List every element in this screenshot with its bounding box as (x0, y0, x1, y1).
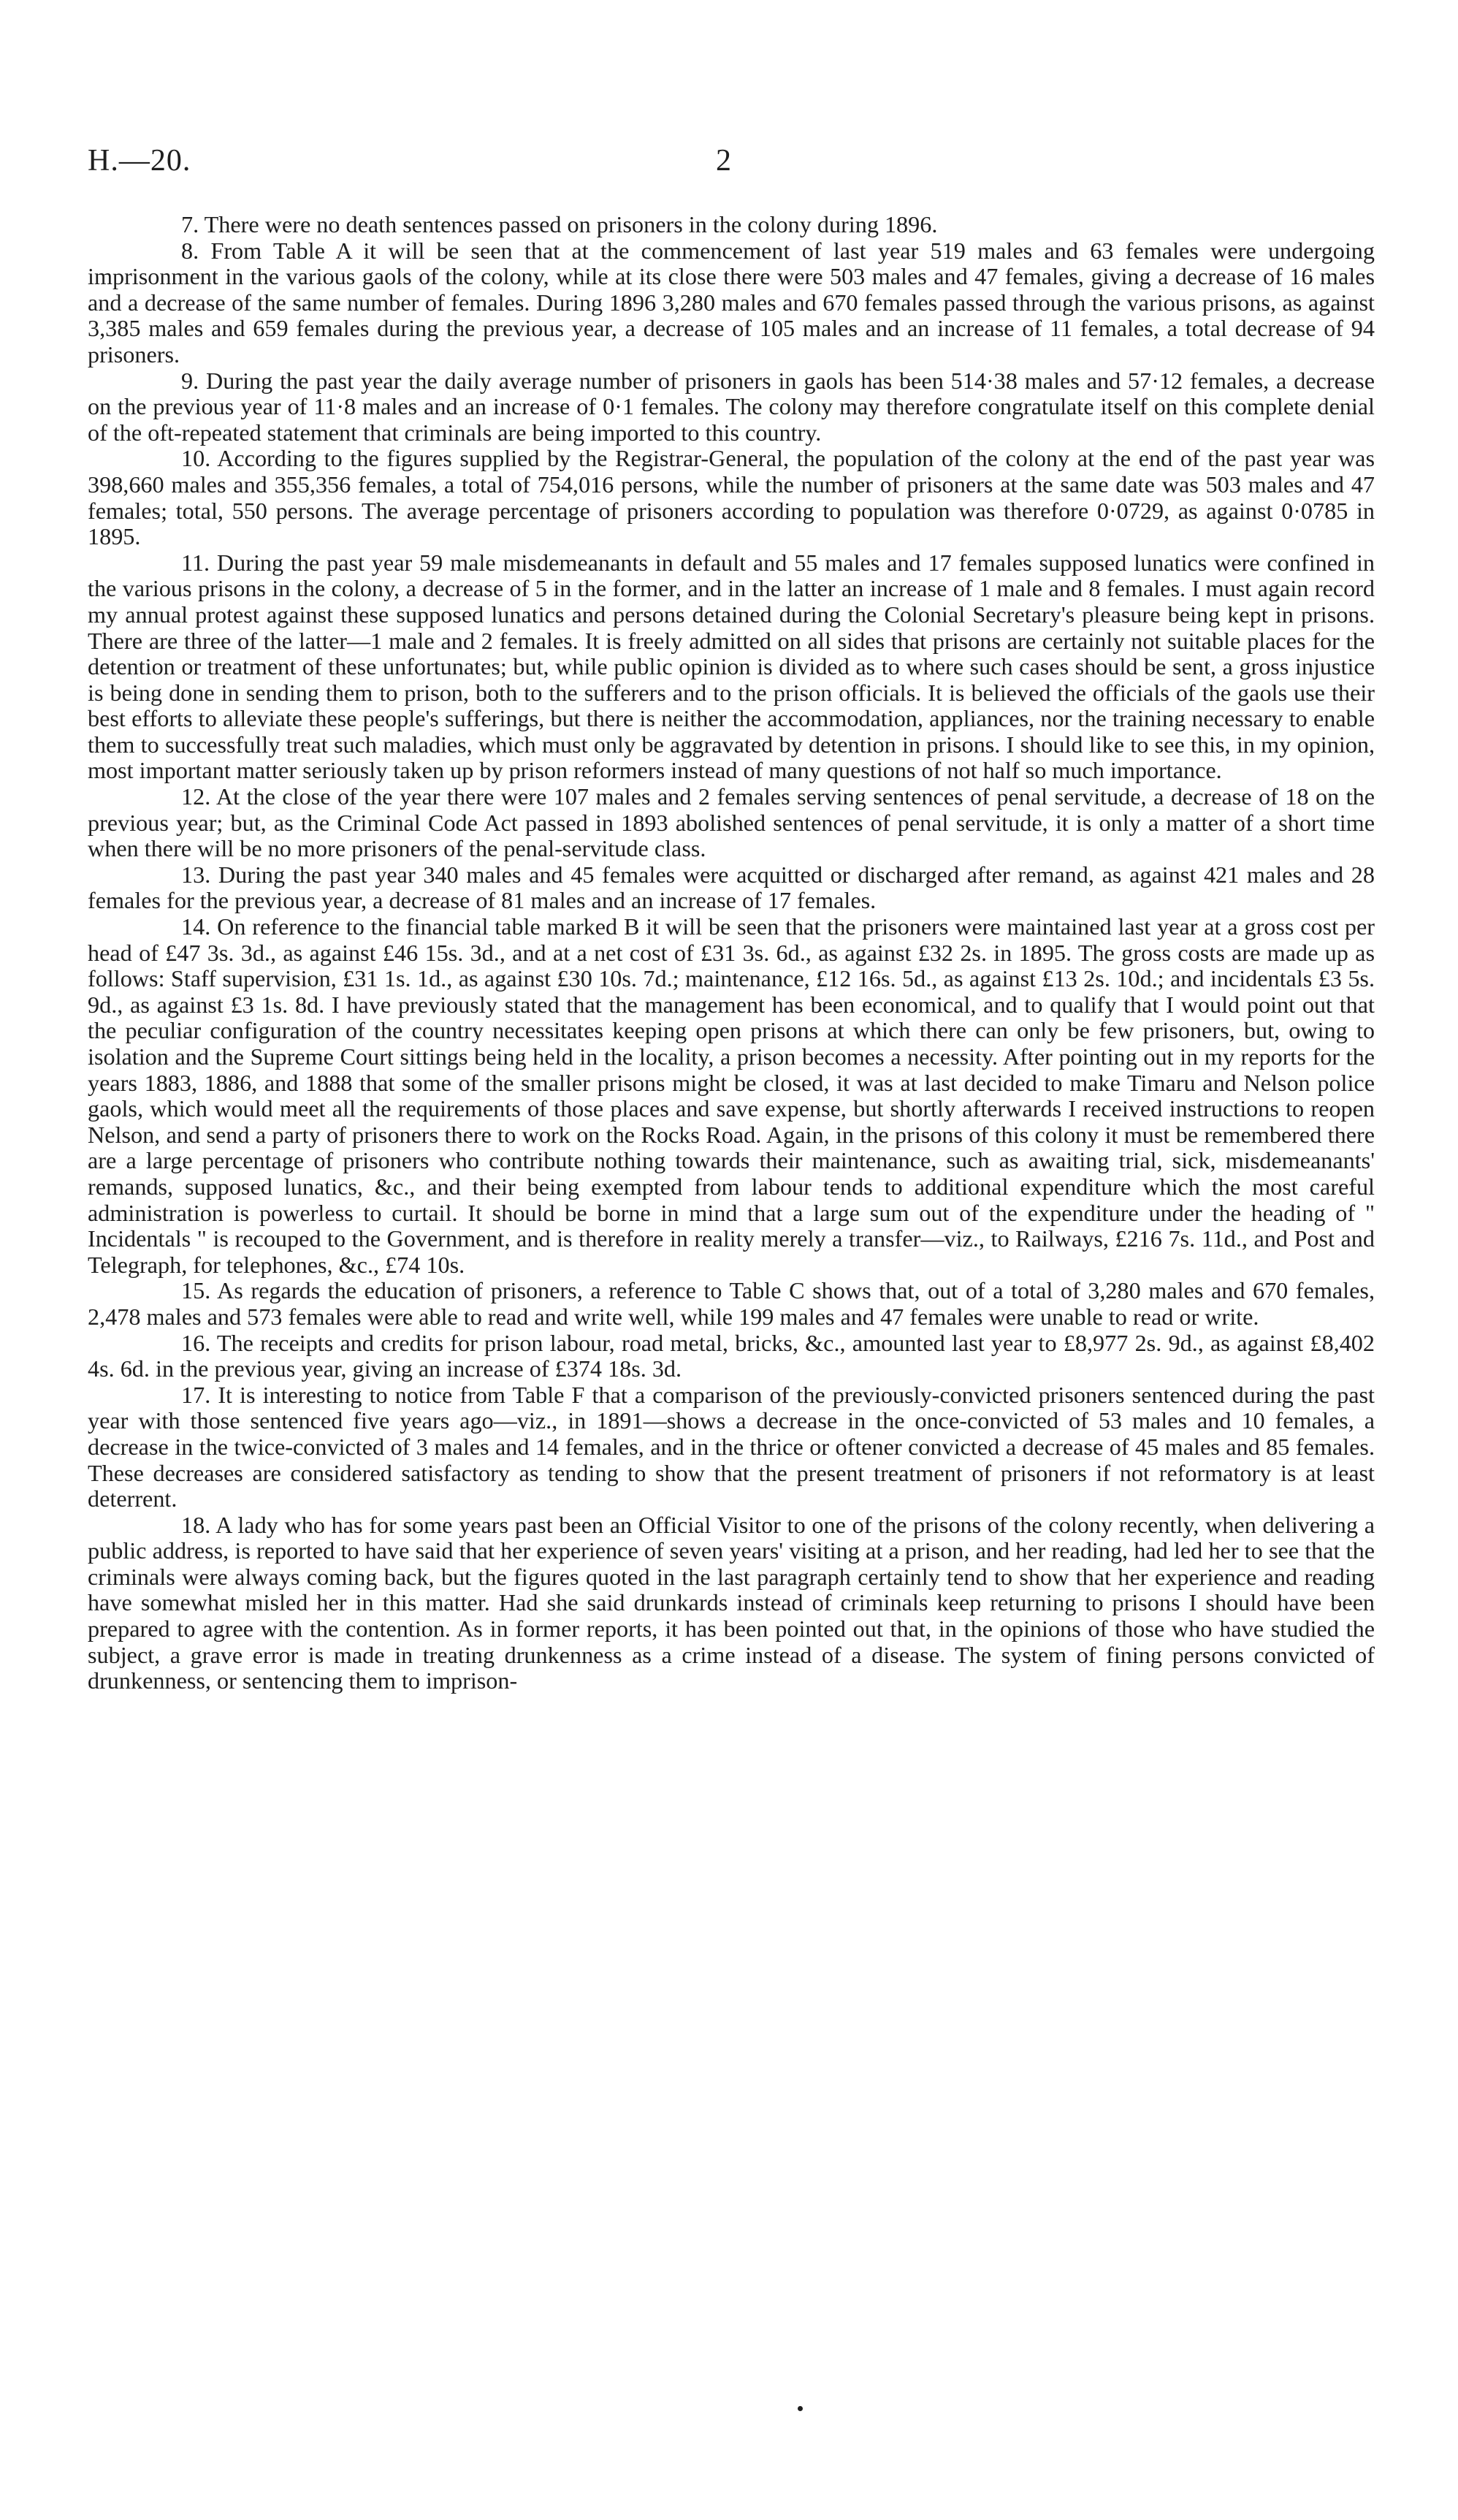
paragraph-12: 12. At the close of the year there were 107 males and 2 females serving sentences of penal servitude, a decrease of 18 on the previous year; but, as the Criminal Code Act passed in 1893 abolished sentences of penal servitude, it is only a matter of a short time when there will be no more prisoners of the penal-servitude class. (88, 783, 1375, 862)
paragraph-17: 17. It is interesting to notice from Table F that a comparison of the previously-convicted prisoners sentenced during the past year with those sentenced five years ago—viz., in 1891—shows a decrease in the once-convicted of 53 males and 10 females, a decrease in the twice-convicted of 3 males and 14 females, and in the thrice or oftener convicted a decrease of 45 males and 85 females. These decreases are considered satisfactory as tending to show that the present treatment of prisoners if not reformatory is at least deterrent. (88, 1381, 1375, 1512)
page-mark-dot (798, 2406, 803, 2411)
paragraph-10: 10. According to the figures supplied by the Registrar-General, the population of the colony at the end of the past year was 398,660 males and 355,356 females, a total of 754,016 persons, while the number of prisoners at the same date was 503 males and 47 females; total, 550 persons. The average percentage of prisoners according to population was therefore 0·0729, as against 0·0785 in 1895. (88, 445, 1375, 550)
paragraph-18: 18. A lady who has for some years past been an Official Visitor to one of the prisons of the colony recently, when delivering a public address, is reported to have said that her experience of seven years' visiting at a prison, and her reading, had led her to see that the criminals were always coming back, but the figures quoted in the last paragraph certainly tend to show that her experience and reading have somewhat misled her in this matter. Had she said drunkards instead of criminals keep returning to prisons I should have been prepared to agree with the contention. As in former reports, it has been pointed out that, in the opinions of those who have studied the subject, a grave error is made in treating drunkenness as a crime instead of a disease. The system of fining persons convicted of drunkenness, or sentencing them to imprison- (88, 1511, 1375, 1694)
document-reference: H.—20. (88, 144, 191, 178)
paragraph-7: 7. There were no death sentences passed on prisoners in the colony during 1896. (181, 211, 938, 237)
page-number: 2 (716, 144, 731, 178)
paragraph-15: 15. As regards the education of prisoners, a reference to Table C shows that, out of a total of 3,280 males and 670 females, 2,478 males and 573 females were able to read and write well, while 199 males and 47 females were unable to read or write. (88, 1277, 1375, 1330)
page-header (88, 143, 1373, 187)
paragraph-14: 14. On reference to the financial table marked B it will be seen that the prisoners were maintained last year at a gross cost per head of £47 3s. 3d., as against £46 15s. 3d., and at a net cost of £31 3s. 6d., as against £32 2s. in 1895. The gross costs are made up as follows: Staff supervision, £31 1s. 1d., as against £30 10s. 7d.; maintenance, £12 16s. 5d., as against £13 2s. 10d.; and incidentals £3 5s. 9d., as against £3 1s. 8d. I have previously stated that the management has been economical, and to qualify that I would point out that the peculiar configuration of the country necessitates keeping open prisons at which there can only be few prisoners, but, owing to isolation and the Supreme Court sittings being held in the locality, a prison becomes a necessity. After pointing out in my reports for the years 1883, 1886, and 1888 that some of the smaller prisons might be closed, it was at last decided to make Timaru and Nelson police gaols, which would meet all the requirements of those places and save expense, but shortly afterwards I received instructions to reopen Nelson, and send a party of prisoners there to work on the Rocks Road. Again, in the prisons of this colony it must be remembered there are a large percentage of prisoners who contribute nothing towards their maintenance, such as awaiting trial, sick, misdemeanants' remands, supposed lunatics, &c., and their being exempted from labour tends to additional expenditure which the most careful administration is powerless to curtail. It should be borne in mind that a large sum out of the expenditure under the heading of " Incidentals " is recouped to the Government, and is therefore in reality merely a transfer—viz., to Railways, £216 7s. 11d., and Post and Telegraph, for telephones, &c., £74 10s. (88, 913, 1375, 1278)
paragraph-16: 16. The receipts and credits for prison labour, road metal, bricks, &c., amounted last year to £8,977 2s. 9d., as against £8,402 4s. 6d. in the previous year, giving an increase of £374 18s. 3d. (88, 1329, 1375, 1382)
report-body (88, 212, 1375, 1694)
paragraph-9: 9. During the past year the daily average number of prisoners in gaols has been 514·38 males and 57·12 females, a decrease on the previous year of 11·8 males and an increase of 0·1 females. The colony may therefore congratulate itself on this complete denial of the oft-repeated statement that criminals are being imported to this country. (88, 367, 1375, 446)
paragraph-11: 11. During the past year 59 male misdemeanants in default and 55 males and 17 females supposed lunatics were confined in the various prisons in the colony, a decrease of 5 in the former, and in the latter an increase of 1 male and 8 females. I must again record my annual protest against these supposed lunatics and persons detained during the Colonial Secretary's pleasure being kept in prisons. There are three of the latter—1 male and 2 females. It is freely admitted on all sides that prisons are certainly not suitable places for the detention or treatment of these unfortunates; but, while public opinion is divided as to where such cases should be sent, a gross injustice is being done in sending them to prison, both to the sufferers and to the prison officials. It is believed the officials of the gaols use their best efforts to alleviate these people's sufferings, but there is neither the accommodation, appliances, nor the training necessary to enable them to successfully treat such maladies, which must only be aggravated by detention in prisons. I should like to see this, in my opinion, most important matter seriously taken up by prison reformers instead of many questions of not half so much importance. (88, 549, 1375, 784)
paragraph-8: 8. From Table A it will be seen that at the commencement of last year 519 males and 63 females were undergoing imprisonment in the various gaols of the colony, while at its close there were 503 males and 47 females, giving a decrease of 16 males and a decrease of the same number of females. During 1896 3,280 males and 670 females passed through the various prisons, as against 3,385 males and 659 females during the previous year, a decrease of 105 males and an increase of 11 females, a total decrease of 94 prisoners. (88, 237, 1375, 368)
paragraph-13: 13. During the past year 340 males and 45 females were acquitted or discharged after remand, as against 421 males and 28 females for the previous year, a decrease of 81 males and an increase of 17 females. (88, 861, 1375, 914)
